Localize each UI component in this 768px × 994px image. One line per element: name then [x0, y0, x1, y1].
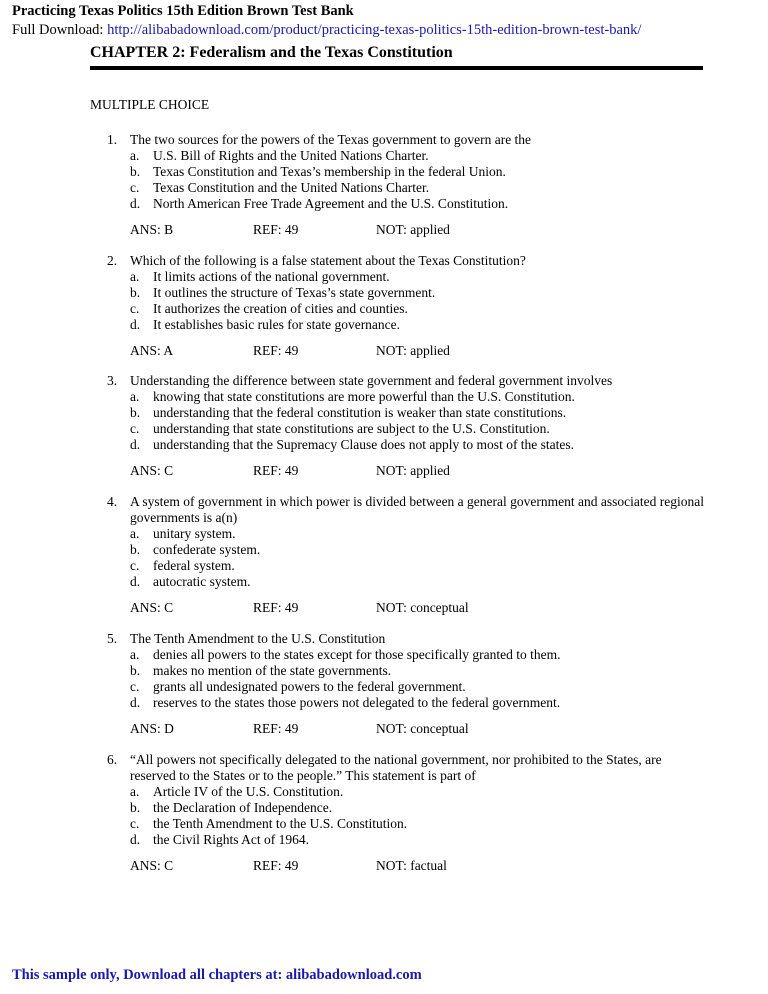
option-text: federal system. [153, 558, 235, 573]
option-c [130, 180, 707, 196]
answer-ref: REF: 49 [253, 343, 299, 358]
answer-line [130, 600, 707, 616]
question-number: 2. [107, 253, 118, 268]
answer-note: NOT: applied [376, 222, 450, 237]
answer-note: NOT: applied [376, 343, 450, 358]
option-a [130, 647, 707, 663]
answer-note: NOT: applied [376, 463, 450, 478]
question-number: 5. [107, 631, 118, 646]
option-letter: c. [130, 816, 140, 831]
option-text: understanding that state constitutions are subject to the U.S. Constitution. [153, 421, 550, 436]
option-letter: a. [130, 389, 140, 404]
option-text: understanding that the federal constitution is weaker than state constitutions. [153, 405, 567, 420]
option-letter: b. [130, 663, 141, 678]
footer-download-notice[interactable]: This sample only, Download all chapters at: alibabadownload.com [12, 967, 422, 983]
question-4 [107, 494, 707, 616]
answer-note: NOT: conceptual [376, 600, 469, 615]
option-text: understanding that the Supremacy Clause does not apply to most of the states. [153, 437, 575, 452]
chapter-title: CHAPTER 2: Federalism and the Texas Constitution [90, 44, 453, 61]
answer-line [130, 343, 707, 359]
option-letter: a. [130, 784, 140, 799]
question-text: “All powers not specifically delegated to the national government, nor prohibited to the States, are reserved to the States or to the people.” This statement is part of [130, 752, 662, 783]
option-text: North American Free Trade Agreement and the U.S. Constitution. [153, 196, 509, 211]
question-number: 3. [107, 373, 118, 388]
option-letter: a. [130, 526, 140, 541]
option-a [130, 389, 707, 405]
option-text: autocratic system. [153, 574, 251, 589]
answer-key: ANS: C [130, 463, 174, 478]
option-a [130, 784, 707, 800]
option-letter: c. [130, 301, 140, 316]
option-b [130, 800, 707, 816]
option-d [130, 574, 707, 590]
option-text: denies all powers to the states except for those specifically granted to them. [153, 647, 561, 662]
option-text: It establishes basic rules for state governance. [153, 317, 401, 332]
answer-line [130, 463, 707, 479]
option-letter: c. [130, 421, 140, 436]
option-letter: c. [130, 180, 140, 195]
option-text: It authorizes the creation of cities and counties. [153, 301, 408, 316]
option-letter: b. [130, 542, 141, 557]
question-text: Understanding the difference between state government and federal government involves [130, 373, 613, 388]
section-heading: MULTIPLE CHOICE [90, 97, 210, 112]
option-letter: b. [130, 164, 141, 179]
option-letter: c. [130, 558, 140, 573]
option-b [130, 663, 707, 679]
answer-line [130, 222, 707, 238]
download-label: Full Download: [12, 22, 104, 38]
document-header-title: Practicing Texas Politics 15th Edition Brown Test Bank [12, 3, 354, 19]
question-number: 4. [107, 494, 118, 509]
chapter-rule-divider [90, 66, 703, 70]
option-b [130, 164, 707, 180]
option-letter: d. [130, 196, 141, 211]
question-5 [107, 631, 707, 737]
option-a [130, 526, 707, 542]
option-text: unitary system. [153, 526, 236, 541]
option-c [130, 558, 707, 574]
option-b [130, 542, 707, 558]
option-text: the Tenth Amendment to the U.S. Constitution. [153, 816, 408, 831]
answer-ref: REF: 49 [253, 222, 299, 237]
answer-ref: REF: 49 [253, 600, 299, 615]
option-letter: a. [130, 269, 140, 284]
option-b [130, 285, 707, 301]
question-text: The Tenth Amendment to the U.S. Constitution [130, 631, 386, 646]
option-text: Texas Constitution and the United Nations Charter. [153, 180, 430, 195]
answer-key: ANS: A [130, 343, 174, 358]
option-text: confederate system. [153, 542, 261, 557]
question-6 [107, 752, 707, 874]
option-a [130, 269, 707, 285]
answer-key: ANS: C [130, 858, 174, 873]
question-number: 1. [107, 132, 118, 147]
answer-ref: REF: 49 [253, 721, 299, 736]
question-number: 6. [107, 752, 118, 767]
option-text: the Civil Rights Act of 1964. [153, 832, 310, 847]
option-letter: d. [130, 832, 141, 847]
option-d [130, 832, 707, 848]
answer-line [130, 858, 707, 874]
answer-ref: REF: 49 [253, 463, 299, 478]
option-letter: b. [130, 285, 141, 300]
option-text: grants all undesignated powers to the federal government. [153, 679, 466, 694]
question-text: A system of government in which power is divided between a general government and associated regional governments is a(n) [130, 494, 704, 525]
option-d [130, 695, 707, 711]
option-letter: d. [130, 574, 141, 589]
option-text: It outlines the structure of Texas’s state government. [153, 285, 436, 300]
answer-note: NOT: conceptual [376, 721, 469, 736]
download-line [12, 22, 641, 39]
question-text: Which of the following is a false statement about the Texas Constitution? [130, 253, 526, 268]
option-text: the Declaration of Independence. [153, 800, 333, 815]
option-text: makes no mention of the state governments. [153, 663, 392, 678]
option-letter: d. [130, 437, 141, 452]
option-b [130, 405, 707, 421]
option-c [130, 301, 707, 317]
option-text: It limits actions of the national government. [153, 269, 390, 284]
question-1 [107, 132, 707, 238]
option-letter: d. [130, 317, 141, 332]
answer-line [130, 721, 707, 737]
question-text: The two sources for the powers of the Texas government to govern are the [130, 132, 532, 147]
option-d [130, 196, 707, 212]
option-d [130, 437, 707, 453]
answer-key: ANS: C [130, 600, 174, 615]
option-letter: c. [130, 679, 140, 694]
question-3 [107, 373, 707, 479]
option-letter: a. [130, 148, 140, 163]
option-letter: d. [130, 695, 141, 710]
option-text: reserves to the states those powers not delegated to the federal government. [153, 695, 561, 710]
option-letter: b. [130, 405, 141, 420]
option-text: Texas Constitution and Texas’s membership in the federal Union. [153, 164, 506, 179]
answer-key: ANS: B [130, 222, 174, 237]
answer-ref: REF: 49 [253, 858, 299, 873]
option-c [130, 421, 707, 437]
answer-key: ANS: D [130, 721, 174, 736]
option-text: Article IV of the U.S. Constitution. [153, 784, 344, 799]
option-c [130, 816, 707, 832]
download-link[interactable]: http://alibabadownload.com/product/practicing-texas-politics-15th-edition-brown-test-bank/ [107, 22, 642, 38]
option-c [130, 679, 707, 695]
question-2 [107, 253, 707, 359]
option-a [130, 148, 707, 164]
option-d [130, 317, 707, 333]
option-letter: b. [130, 800, 141, 815]
option-text: U.S. Bill of Rights and the United Nations Charter. [153, 148, 429, 163]
option-letter: a. [130, 647, 140, 662]
option-text: knowing that state constitutions are more powerful than the U.S. Constitution. [153, 389, 575, 404]
answer-note: NOT: factual [376, 858, 447, 873]
